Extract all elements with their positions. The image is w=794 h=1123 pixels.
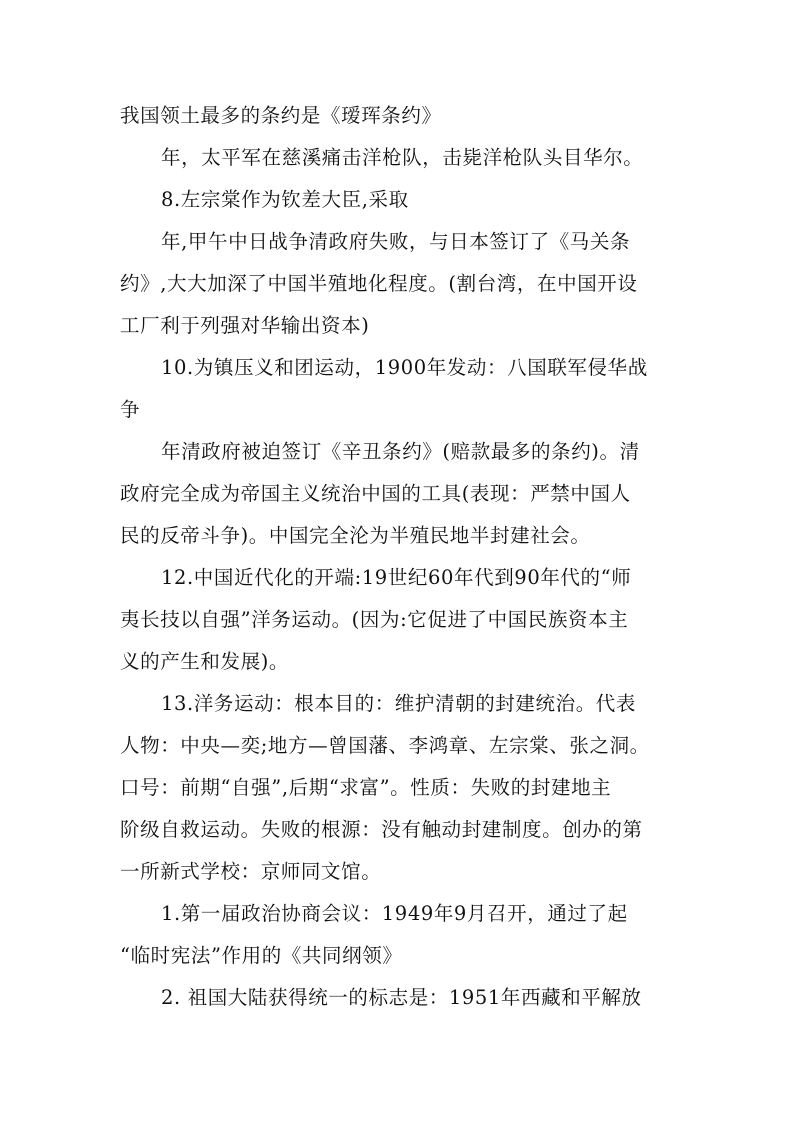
text-line: 夷长技以自强”洋务运动。(因为:它促进了中国民族资本主	[120, 608, 629, 631]
text-line: 我国领土最多的条约是《瑷珲条约》	[120, 104, 442, 127]
text-line: 12.中国近代化的开端:19世纪60年代到90年代的“师	[161, 566, 632, 589]
text-line: 人物：中央—奕;地方—曾国藩、李鸿章、左宗棠、张之洞。	[120, 734, 650, 757]
text-line: 约》,大大加深了中国半殖地化程度。(割台湾，在中国开设	[120, 272, 638, 295]
text-line: 13.洋务运动：根本目的：维护清朝的封建统治。代表	[161, 692, 637, 715]
text-line: 1.第一届政治协商会议：1949年9月召开，通过了起	[161, 902, 628, 925]
text-line: 一所新式学校：京师同文馆。	[120, 860, 382, 883]
text-line: “临时宪法”作用的《共同纲领》	[120, 944, 403, 967]
text-line: 工厂利于列强对华输出资本)	[120, 314, 370, 337]
text-line: 年，太平军在慈溪痛击洋枪队，击毙洋枪队头目华尔。	[161, 146, 644, 169]
text-line: 政府完全成为帝国主义统治中国的工具(表现：严禁中国人	[120, 482, 631, 505]
text-line: 年,甲午中日战争清政府失败，与日本签订了《马关条	[161, 230, 631, 253]
text-line: 义的产生和发展)。	[120, 650, 290, 673]
text-line: 阶级自救运动。失败的根源：没有触动封建制度。创办的第	[120, 818, 643, 841]
text-line: 2. 祖国大陆获得统一的标志是：1951年西藏和平解放	[161, 986, 642, 1009]
text-line: 10.为镇压义和团运动，1900年发动：八国联军侵华战	[161, 356, 648, 379]
text-line: 8.左宗棠作为钦差大臣,采取	[161, 188, 409, 211]
text-line: 口号：前期“自强”,后期“求富”。性质：失败的封建地主	[120, 776, 612, 799]
text-line: 民的反帝斗争)。中国完全沦为半殖民地半封建社会。	[120, 524, 591, 547]
text-line: 年清政府被迫签订《辛丑条约》(赔款最多的条约)。清	[161, 440, 640, 463]
text-line: 争	[120, 398, 141, 421]
